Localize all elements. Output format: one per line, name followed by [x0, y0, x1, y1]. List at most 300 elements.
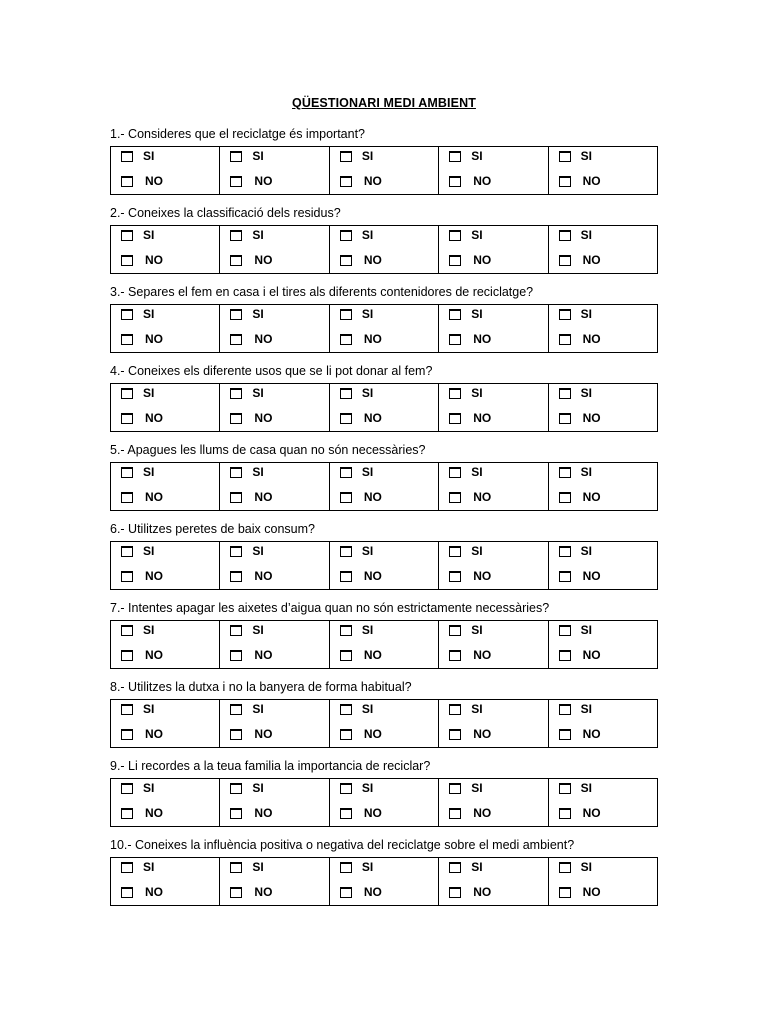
option-no[interactable] [449, 332, 491, 346]
option-si[interactable] [230, 544, 263, 558]
checkbox-icon[interactable] [559, 334, 571, 345]
question-text: 3.- Separes el fem en casa i el tires als diferents contenidores de reciclatge? [110, 285, 534, 299]
option-si[interactable] [559, 781, 592, 795]
option-label: SI [252, 307, 264, 321]
option-no[interactable] [121, 727, 163, 741]
option-no[interactable] [121, 332, 163, 346]
checkbox-icon[interactable] [449, 255, 461, 266]
checkbox-icon[interactable] [230, 334, 242, 345]
option-label: SI [471, 386, 483, 400]
option-si[interactable] [121, 860, 154, 874]
option-label: NO [254, 806, 273, 820]
option-no[interactable] [559, 490, 601, 504]
checkbox-icon[interactable] [230, 783, 242, 794]
checkbox-icon[interactable] [449, 492, 461, 503]
option-label: SI [361, 781, 374, 795]
option-si[interactable] [449, 149, 482, 163]
checkbox-icon[interactable] [230, 729, 242, 740]
answer-cell [111, 463, 219, 510]
option-label: SI [143, 465, 155, 479]
checkbox-icon[interactable] [340, 625, 352, 636]
option-si[interactable] [340, 623, 373, 637]
option-no[interactable] [340, 332, 382, 346]
option-si[interactable] [121, 544, 154, 558]
checkbox-icon[interactable] [449, 783, 461, 794]
option-si[interactable] [559, 149, 592, 163]
option-no[interactable] [121, 411, 163, 425]
option-label: NO [145, 411, 163, 425]
question-text: 9.- Li recordes a la teua familia la importancia de reciclar? [110, 759, 431, 773]
checkbox-icon[interactable] [559, 388, 571, 399]
answer-cell [329, 700, 438, 747]
option-si[interactable] [449, 544, 482, 558]
option-label: NO [582, 727, 601, 741]
checkbox-icon[interactable] [121, 388, 133, 399]
checkbox-icon[interactable] [340, 309, 352, 320]
checkbox-icon[interactable] [449, 334, 461, 345]
checkbox-icon[interactable] [449, 571, 461, 582]
option-label: NO [473, 806, 492, 820]
option-label: SI [471, 781, 483, 795]
answer-cell [548, 621, 657, 668]
option-no[interactable] [230, 885, 272, 899]
checkbox-icon[interactable] [559, 176, 571, 187]
checkbox-icon[interactable] [230, 704, 242, 715]
option-si[interactable] [449, 307, 482, 321]
option-si[interactable] [340, 149, 373, 163]
option-label: SI [471, 307, 483, 321]
answer-cell [548, 779, 657, 826]
option-si[interactable] [559, 544, 592, 558]
option-si[interactable] [449, 860, 482, 874]
checkbox-icon[interactable] [559, 492, 571, 503]
option-label: NO [254, 569, 273, 583]
checkbox-icon[interactable] [121, 492, 133, 503]
answer-grid [110, 857, 658, 906]
option-si[interactable] [121, 623, 154, 637]
option-label: NO [582, 332, 601, 346]
option-label: NO [473, 411, 492, 425]
checkbox-icon[interactable] [449, 704, 461, 715]
option-no[interactable] [230, 332, 272, 346]
option-si[interactable] [121, 465, 154, 479]
checkbox-icon[interactable] [121, 729, 133, 740]
option-si[interactable] [230, 228, 263, 242]
option-si[interactable] [230, 860, 263, 874]
answer-cell [329, 305, 438, 352]
option-label: NO [145, 648, 163, 662]
checkbox-icon[interactable] [559, 729, 571, 740]
answer-cell [219, 147, 328, 194]
option-si[interactable] [121, 228, 154, 242]
checkbox-icon[interactable] [340, 334, 352, 345]
option-si[interactable] [230, 307, 263, 321]
checkbox-icon[interactable] [230, 309, 242, 320]
checkbox-icon[interactable] [121, 334, 133, 345]
checkbox-icon[interactable] [230, 625, 242, 636]
option-si[interactable] [340, 860, 373, 874]
checkbox-icon[interactable] [559, 783, 571, 794]
checkbox-icon[interactable] [340, 862, 352, 873]
checkbox-icon[interactable] [449, 546, 461, 557]
answer-grid [110, 778, 658, 827]
option-no[interactable] [559, 253, 601, 267]
option-label: SI [252, 544, 264, 558]
answer-grid [110, 146, 658, 195]
checkbox-icon[interactable] [559, 650, 571, 661]
option-label: NO [363, 569, 382, 583]
checkbox-icon[interactable] [121, 887, 133, 898]
checkbox-icon[interactable] [230, 413, 242, 424]
checkbox-icon[interactable] [121, 862, 133, 873]
option-si[interactable] [449, 386, 482, 400]
option-label: SI [252, 228, 264, 242]
checkbox-icon[interactable] [559, 546, 571, 557]
checkbox-icon[interactable] [230, 650, 242, 661]
option-label: NO [145, 490, 163, 504]
answer-cell [329, 463, 438, 510]
option-label: NO [363, 253, 382, 267]
option-no[interactable] [449, 806, 491, 820]
option-label: SI [471, 860, 483, 874]
checkbox-icon[interactable] [340, 546, 352, 557]
checkbox-icon[interactable] [121, 704, 133, 715]
checkbox-icon[interactable] [121, 230, 133, 241]
option-label: NO [363, 411, 382, 425]
option-label: NO [145, 885, 163, 899]
checkbox-icon[interactable] [559, 862, 571, 873]
option-no[interactable] [449, 174, 491, 188]
checkbox-icon[interactable] [121, 309, 133, 320]
answer-cell [329, 226, 438, 273]
option-label: SI [361, 386, 374, 400]
checkbox-icon[interactable] [449, 151, 461, 162]
checkbox-icon[interactable] [449, 808, 461, 819]
option-si[interactable] [449, 781, 482, 795]
option-label: SI [471, 623, 483, 637]
option-no[interactable] [340, 885, 382, 899]
option-label: SI [143, 386, 155, 400]
option-no[interactable] [230, 411, 272, 425]
answer-cell [219, 542, 328, 589]
option-si[interactable] [340, 544, 373, 558]
option-si[interactable] [230, 702, 263, 716]
option-si[interactable] [340, 781, 373, 795]
option-no[interactable] [559, 411, 601, 425]
checkbox-icon[interactable] [121, 413, 133, 424]
checkbox-icon[interactable] [230, 176, 242, 187]
option-no[interactable] [121, 253, 163, 267]
checkbox-icon[interactable] [121, 808, 133, 819]
answer-cell [548, 700, 657, 747]
checkbox-icon[interactable] [449, 388, 461, 399]
answer-cell [548, 858, 657, 905]
option-si[interactable] [559, 623, 592, 637]
checkbox-icon[interactable] [121, 255, 133, 266]
option-si[interactable] [559, 860, 592, 874]
option-si[interactable] [230, 623, 263, 637]
checkbox-icon[interactable] [230, 492, 242, 503]
checkbox-icon[interactable] [340, 176, 352, 187]
option-label: SI [471, 465, 483, 479]
option-no[interactable] [340, 569, 382, 583]
option-label: SI [361, 623, 374, 637]
checkbox-icon[interactable] [340, 230, 352, 241]
answer-cell [548, 463, 657, 510]
answer-cell [548, 384, 657, 431]
option-no[interactable] [340, 806, 382, 820]
answer-cell [219, 779, 328, 826]
checkbox-icon[interactable] [449, 729, 461, 740]
option-label: NO [363, 332, 382, 346]
option-no[interactable] [559, 806, 601, 820]
checkbox-icon[interactable] [340, 783, 352, 794]
question-block [110, 599, 658, 678]
option-label: NO [145, 332, 163, 346]
answer-grid [110, 462, 658, 511]
option-si[interactable] [340, 465, 373, 479]
option-si[interactable] [449, 623, 482, 637]
checkbox-icon[interactable] [121, 151, 133, 162]
option-si[interactable] [449, 465, 482, 479]
checkbox-icon[interactable] [230, 255, 242, 266]
answer-cell [438, 779, 547, 826]
question-text: 8.- Utilitzes la dutxa i no la banyera de forma habitual? [110, 680, 412, 694]
question-text: 1.- Consideres que el reciclatge és important? [110, 127, 365, 141]
option-label: NO [582, 174, 601, 188]
question-text: 7.- Intentes apagar les aixetes d’aigua quan no són estrictamente necessàries? [110, 601, 550, 615]
option-no[interactable] [230, 253, 272, 267]
checkbox-icon[interactable] [121, 650, 133, 661]
option-no[interactable] [230, 490, 272, 504]
checkbox-icon[interactable] [340, 388, 352, 399]
option-no[interactable] [449, 727, 491, 741]
checkbox-icon[interactable] [340, 887, 352, 898]
checkbox-icon[interactable] [340, 571, 352, 582]
checkbox-icon[interactable] [559, 625, 571, 636]
option-si[interactable] [449, 228, 482, 242]
checkbox-icon[interactable] [230, 571, 242, 582]
answer-cell [438, 542, 547, 589]
checkbox-icon[interactable] [449, 467, 461, 478]
option-no[interactable] [449, 648, 491, 662]
option-no[interactable] [340, 490, 382, 504]
answer-cell [219, 305, 328, 352]
checkbox-icon[interactable] [559, 467, 571, 478]
checkbox-icon[interactable] [559, 704, 571, 715]
answer-cell [111, 542, 219, 589]
option-no[interactable] [230, 727, 272, 741]
option-si[interactable] [230, 465, 263, 479]
option-no[interactable] [121, 174, 163, 188]
option-no[interactable] [121, 490, 163, 504]
checkbox-icon[interactable] [121, 176, 133, 187]
checkbox-icon[interactable] [340, 729, 352, 740]
answer-cell [111, 621, 219, 668]
option-no[interactable] [121, 806, 163, 820]
option-no[interactable] [559, 569, 601, 583]
question-block [110, 520, 658, 599]
option-si[interactable] [559, 465, 592, 479]
checkbox-icon[interactable] [230, 887, 242, 898]
checkbox-icon[interactable] [340, 255, 352, 266]
checkbox-icon[interactable] [121, 546, 133, 557]
checkbox-icon[interactable] [559, 413, 571, 424]
checkbox-icon[interactable] [559, 255, 571, 266]
checkbox-icon[interactable] [121, 571, 133, 582]
checkbox-icon[interactable] [340, 413, 352, 424]
option-label: NO [363, 648, 382, 662]
option-si[interactable] [121, 149, 154, 163]
question-block [110, 283, 658, 362]
option-si[interactable] [340, 386, 373, 400]
question-text: 6.- Utilitzes peretes de baix consum? [110, 522, 315, 536]
option-si[interactable] [559, 228, 592, 242]
question-text: 4.- Coneixes els diferente usos que se li pot donar al fem? [110, 364, 433, 378]
option-label: NO [473, 174, 492, 188]
questionnaire [110, 125, 658, 915]
checkbox-icon[interactable] [449, 309, 461, 320]
option-label: NO [145, 174, 163, 188]
checkbox-icon[interactable] [230, 467, 242, 478]
option-si[interactable] [449, 702, 482, 716]
option-no[interactable] [559, 332, 601, 346]
option-label: NO [582, 253, 601, 267]
checkbox-icon[interactable] [230, 808, 242, 819]
checkbox-icon[interactable] [559, 887, 571, 898]
answer-grid [110, 541, 658, 590]
checkbox-icon[interactable] [340, 151, 352, 162]
option-no[interactable] [121, 648, 163, 662]
option-label: NO [254, 490, 273, 504]
checkbox-icon[interactable] [449, 862, 461, 873]
option-no[interactable] [449, 411, 491, 425]
option-si[interactable] [121, 307, 154, 321]
answer-grid [110, 383, 658, 432]
checkbox-icon[interactable] [559, 230, 571, 241]
answer-cell [219, 226, 328, 273]
checkbox-icon[interactable] [449, 413, 461, 424]
option-label: NO [582, 569, 601, 583]
option-si[interactable] [559, 307, 592, 321]
option-si[interactable] [121, 386, 154, 400]
option-no[interactable] [559, 648, 601, 662]
checkbox-icon[interactable] [449, 176, 461, 187]
option-label: SI [143, 702, 155, 716]
option-label: NO [473, 885, 492, 899]
option-label: SI [580, 386, 592, 400]
option-si[interactable] [121, 702, 154, 716]
checkbox-icon[interactable] [340, 650, 352, 661]
question-block [110, 204, 658, 283]
option-si[interactable] [230, 386, 263, 400]
checkbox-icon[interactable] [449, 887, 461, 898]
checkbox-icon[interactable] [340, 492, 352, 503]
option-no[interactable] [121, 569, 163, 583]
question-block [110, 757, 658, 836]
option-no[interactable] [230, 569, 272, 583]
checkbox-icon[interactable] [559, 309, 571, 320]
checkbox-icon[interactable] [449, 650, 461, 661]
option-no[interactable] [340, 727, 382, 741]
option-no[interactable] [230, 806, 272, 820]
option-si[interactable] [340, 228, 373, 242]
checkbox-icon[interactable] [230, 388, 242, 399]
option-si[interactable] [559, 386, 592, 400]
option-si[interactable] [340, 307, 373, 321]
option-label: SI [580, 702, 592, 716]
question-block [110, 678, 658, 757]
checkbox-icon[interactable] [340, 704, 352, 715]
option-no[interactable] [340, 174, 382, 188]
option-no[interactable] [121, 885, 163, 899]
checkbox-icon[interactable] [559, 571, 571, 582]
option-label: SI [252, 149, 264, 163]
answer-cell [329, 779, 438, 826]
checkbox-icon[interactable] [559, 151, 571, 162]
checkbox-icon[interactable] [230, 546, 242, 557]
checkbox-icon[interactable] [121, 783, 133, 794]
checkbox-icon[interactable] [230, 862, 242, 873]
option-si[interactable] [121, 781, 154, 795]
answer-cell [111, 305, 219, 352]
answer-cell [219, 621, 328, 668]
option-no[interactable] [449, 885, 491, 899]
option-no[interactable] [559, 174, 601, 188]
option-no[interactable] [559, 885, 601, 899]
checkbox-icon[interactable] [121, 625, 133, 636]
checkbox-icon[interactable] [340, 467, 352, 478]
option-no[interactable] [449, 490, 491, 504]
checkbox-icon[interactable] [559, 808, 571, 819]
option-label: SI [143, 149, 155, 163]
option-label: NO [363, 490, 382, 504]
option-no[interactable] [449, 253, 491, 267]
checkbox-icon[interactable] [340, 808, 352, 819]
checkbox-icon[interactable] [230, 230, 242, 241]
option-no[interactable] [559, 727, 601, 741]
option-label: NO [145, 727, 163, 741]
option-no[interactable] [340, 253, 382, 267]
option-si[interactable] [230, 149, 263, 163]
option-label: NO [473, 727, 492, 741]
option-no[interactable] [340, 648, 382, 662]
option-label: NO [582, 806, 601, 820]
option-si[interactable] [559, 702, 592, 716]
option-label: SI [252, 465, 264, 479]
option-label: SI [361, 228, 374, 242]
option-label: NO [145, 806, 163, 820]
option-label: SI [361, 544, 374, 558]
answer-cell [111, 384, 219, 431]
option-label: SI [143, 228, 155, 242]
answer-cell [219, 463, 328, 510]
option-label: NO [254, 727, 273, 741]
option-label: SI [580, 623, 592, 637]
option-no[interactable] [230, 174, 272, 188]
option-no[interactable] [230, 648, 272, 662]
option-no[interactable] [340, 411, 382, 425]
checkbox-icon[interactable] [121, 467, 133, 478]
checkbox-icon[interactable] [449, 625, 461, 636]
option-label: NO [145, 569, 163, 583]
option-si[interactable] [340, 702, 373, 716]
option-si[interactable] [230, 781, 263, 795]
checkbox-icon[interactable] [449, 230, 461, 241]
option-no[interactable] [449, 569, 491, 583]
option-label: NO [473, 648, 492, 662]
checkbox-icon[interactable] [230, 151, 242, 162]
